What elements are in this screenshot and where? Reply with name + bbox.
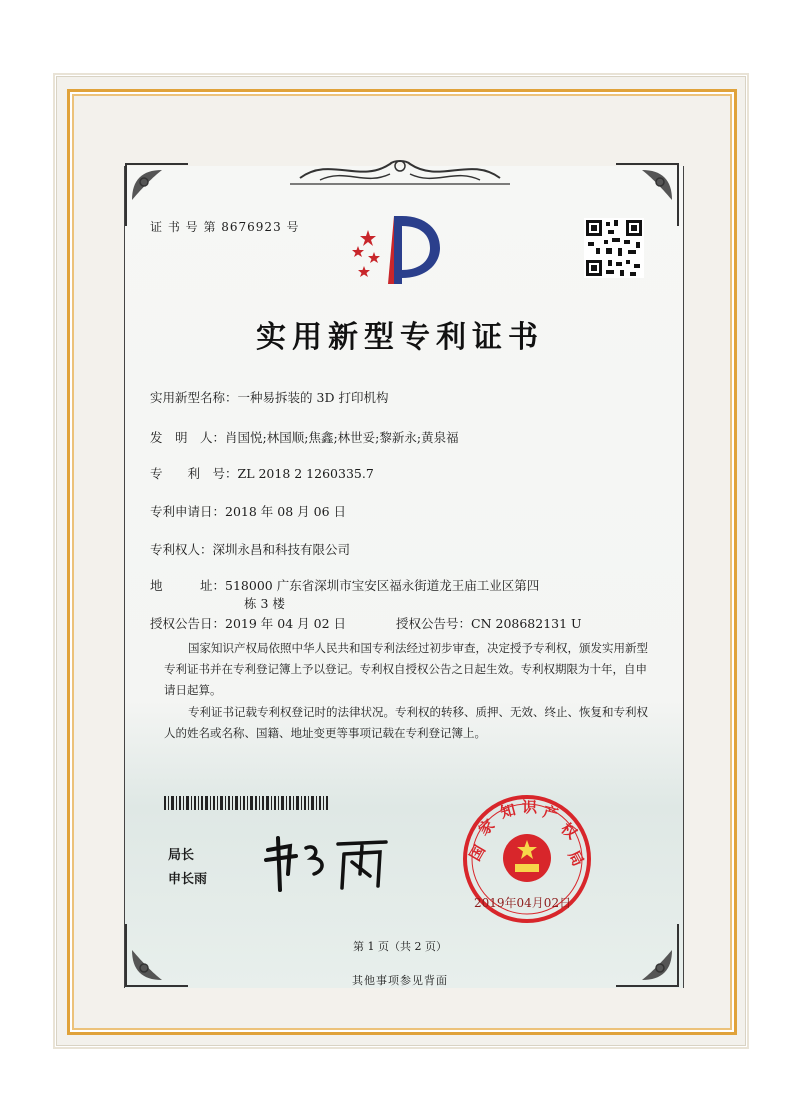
utility-name-row (150, 388, 388, 406)
inventor-row (150, 428, 459, 446)
seal-char: 知 (498, 800, 518, 822)
seal-char: 国 (465, 841, 489, 864)
address-row (150, 576, 539, 594)
inventor-value: 肖国悦;林国顺;焦鑫;林世妥;黎新永;黄泉福 (225, 430, 459, 445)
inventor-label: 发 明 人： (150, 430, 226, 445)
seal-char: 识 (522, 798, 538, 816)
patent-number-row (150, 464, 374, 482)
seal-char: 权 (557, 819, 581, 843)
patentee-label: 专利权人： (150, 542, 213, 557)
page-number: 第 1 页（共 2 页） (353, 940, 447, 953)
seal-char: 局 (564, 847, 588, 870)
legal-status-paragraph: 专利证书记载专利权登记时的法律状况。专利权的转移、质押、无效、终止、恢复和专利权人的姓名或名称、国籍、地址变更等事项记载在专利登记簿上。 (164, 705, 648, 740)
cnipa-logo-icon (350, 210, 450, 288)
patent-number-label: 专 利 号： (150, 466, 238, 481)
top-ornament-icon (290, 150, 510, 190)
grant-number-label: 授权公告号： (396, 616, 472, 631)
patentee-row (150, 540, 350, 558)
filing-date-value: 2018 年 08 月 06 日 (225, 504, 347, 519)
grant-number-row (396, 614, 582, 632)
patentee-value: 深圳永昌和科技有限公司 (212, 542, 351, 557)
grant-date-row (150, 614, 346, 632)
qr-code-icon (584, 218, 644, 278)
filing-date-label: 专利申请日： (150, 504, 226, 519)
certificate-number: 证 书 号 第 8676923 号 (150, 220, 300, 234)
grant-date-label: 授权公告日： (150, 616, 226, 631)
certificate-title: 实用新型专利证书 (256, 320, 544, 355)
barcode-icon (164, 796, 328, 810)
seal-date: 2019年04月02日 (474, 896, 572, 910)
grant-number-value: CN 208682131 U (471, 616, 582, 631)
signature-icon (262, 830, 402, 894)
filing-date-row (150, 502, 346, 520)
utility-name-value: 一种易拆装的 3D 打印机构 (237, 390, 389, 405)
director-name: 申长雨 (168, 872, 208, 887)
director-title: 局长 (168, 848, 195, 863)
address-value-line2: 栋 3 楼 (244, 596, 285, 611)
patent-number-value: ZL 2018 2 1260335.7 (237, 466, 374, 481)
seal-char: 家 (475, 815, 499, 840)
utility-name-label: 实用新型名称： (150, 390, 238, 405)
address-label: 地 址： (150, 578, 226, 593)
footer-note: 其他事项参见背面 (352, 974, 448, 987)
grant-date-value: 2019 年 04 月 02 日 (225, 616, 347, 631)
address-value-line1: 518000 广东省深圳市宝安区福永街道龙王庙工业区第四 (225, 578, 540, 593)
seal-char: 产 (540, 802, 561, 824)
grant-statement-paragraph: 国家知识产权局依照中华人民共和国专利法经过初步审查，决定授予专利权，颁发实用新型专利证书并在专利登记簿上予以登记。专利权自授权公告之日起生效。专利权期限为十年，自申请日起算。 (164, 641, 648, 697)
